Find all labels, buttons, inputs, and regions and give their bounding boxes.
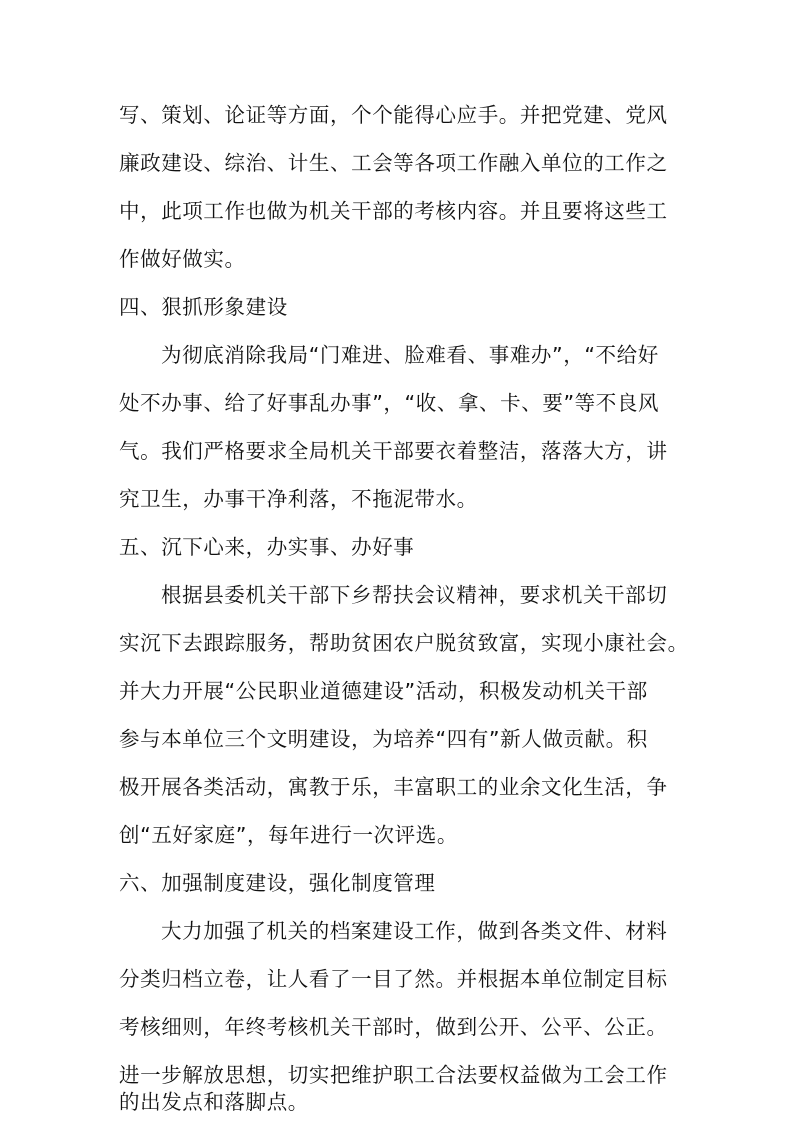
body-line: 根据县委机关干部下乡帮扶会议精神，要求机关干部切	[161, 583, 668, 607]
body-line: 大力加强了机关的档案建设工作，做到各类文件、材料	[161, 919, 668, 943]
body-line: 气。我们严格要求全局机关干部要衣着整洁，落落大方，讲	[119, 439, 668, 463]
body-line: 实沉下去跟踪服务，帮助贫困农户脱贫致富，实现小康社会。	[119, 631, 689, 655]
body-line: 分类归档立卷，让人看了一目了然。并根据本单位制定目标	[119, 967, 668, 991]
body-line: 作做好做实。	[119, 247, 246, 271]
section-heading: 四、狠抓形象建设	[119, 295, 288, 319]
body-line: 为彻底消除我局“门难进、脸难看、事难办”，“不给好	[161, 343, 659, 367]
body-line: 中，此项工作也做为机关干部的考核内容。并且要将这些工	[119, 199, 668, 223]
body-line: 并大力开展“公民职业道德建设”活动，积极发动机关干部	[119, 679, 648, 703]
body-line: 进一步解放思想，切实把维护职工合法要权益做为工会工作	[119, 1063, 668, 1087]
body-line: 极开展各类活动，寓教于乐，丰富职工的业余文化生活，争	[119, 775, 668, 799]
section-heading: 六、加强制度建设，强化制度管理	[119, 871, 436, 895]
body-line: 创“五好家庭”，每年进行一次评选。	[119, 823, 458, 847]
body-line: 的出发点和落脚点。	[119, 1090, 309, 1114]
body-line: 考核细则，年终考核机关干部时，做到公开、公平、公正。	[119, 1015, 668, 1039]
body-line: 究卫生，办事干净利落，不拖泥带水。	[119, 487, 478, 511]
body-line: 处不办事、给了好事乱办事”，“收、拿、卡、要”等不良风	[119, 391, 660, 415]
section-heading: 五、沉下心来，办实事、办好事	[119, 535, 415, 559]
body-line: 廉政建设、综治、计生、工会等各项工作融入单位的工作之	[119, 151, 668, 175]
body-line: 参与本单位三个文明建设，为培养“四有”新人做贡献。积	[119, 727, 648, 751]
body-line: 写、策划、论证等方面，个个能得心应手。并把党建、党风	[119, 103, 668, 127]
